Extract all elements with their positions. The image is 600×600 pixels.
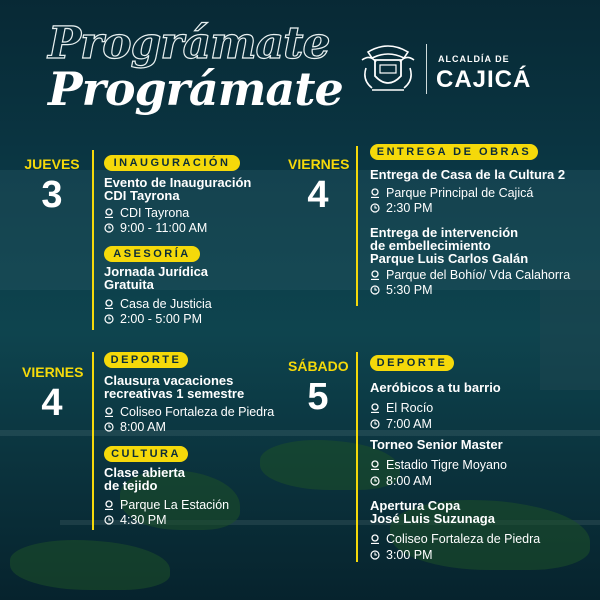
category-badge: DEPORTE xyxy=(370,355,454,371)
category-badge: ENTREGA DE OBRAS xyxy=(370,144,538,160)
day-divider xyxy=(92,352,94,530)
clock-icon xyxy=(370,476,380,486)
clock-icon xyxy=(370,550,380,560)
clock-icon xyxy=(370,203,380,213)
logo-divider xyxy=(426,44,427,94)
day-label: JUEVES xyxy=(24,156,80,172)
clock-icon xyxy=(104,223,114,233)
event-place: Parque del Bohío/ Vda Calahorra xyxy=(370,268,570,282)
location-pin-icon xyxy=(370,270,380,280)
event-time: 7:00 AM xyxy=(370,417,432,431)
logo-name: CAJICÁ xyxy=(436,66,532,93)
location-pin-icon xyxy=(104,299,114,309)
clock-icon xyxy=(370,419,380,429)
location-pin-icon xyxy=(370,460,380,470)
clock-icon xyxy=(104,314,114,324)
day-label: VIERNES xyxy=(22,364,84,380)
location-pin-icon xyxy=(370,534,380,544)
alcaldia-logo xyxy=(358,38,532,102)
day-divider xyxy=(356,146,358,306)
title-solid: Prográmate xyxy=(48,62,343,116)
location-pin-icon xyxy=(104,407,114,417)
event-place: Coliseo Fortaleza de Piedra xyxy=(104,405,274,419)
day-label: VIERNES xyxy=(288,156,350,172)
event-time: 2:00 - 5:00 PM xyxy=(104,312,202,326)
clock-icon xyxy=(104,422,114,432)
event-time: 5:30 PM xyxy=(370,283,433,297)
event-title: Clausura vacaciones recreativas 1 semestre xyxy=(104,373,245,401)
category-badge: INAUGURACIÓN xyxy=(104,155,240,171)
event-time: 3:00 PM xyxy=(370,548,433,562)
day-number: 4 xyxy=(307,174,329,216)
event-time: 8:00 AM xyxy=(370,474,432,488)
event-title: Jornada Jurídica Gratuita xyxy=(104,264,209,292)
event-title: Torneo Senior Master xyxy=(370,437,503,452)
event-time: 4:30 PM xyxy=(104,513,167,527)
event-place: El Rocío xyxy=(370,401,433,415)
location-pin-icon xyxy=(104,500,114,510)
day-divider xyxy=(356,352,358,562)
event-place: Casa de Justicia xyxy=(104,297,212,311)
event-place: Estadio Tigre Moyano xyxy=(370,458,507,472)
event-place: Parque La Estación xyxy=(104,498,229,512)
location-pin-icon xyxy=(104,208,114,218)
logo-top-text: ALCALDÍA DE xyxy=(438,54,510,64)
title-outline: Prográmate xyxy=(48,18,330,69)
event-time: 8:00 AM xyxy=(104,420,166,434)
event-title: Entrega de Casa de la Cultura 2 xyxy=(370,167,566,182)
event-title: Entrega de intervención de embellecimiento Parque Luis Carlos Galán xyxy=(370,225,529,266)
location-pin-icon xyxy=(370,403,380,413)
event-title: Aeróbicos a tu barrio xyxy=(370,380,501,395)
event-time: 9:00 - 11:00 AM xyxy=(104,221,207,235)
category-badge: DEPORTE xyxy=(104,352,188,368)
category-badge: ASESORÍA xyxy=(104,246,200,262)
day-number: 3 xyxy=(41,174,63,216)
clock-icon xyxy=(370,285,380,295)
day-divider xyxy=(92,150,94,330)
event-title: Clase abierta de tejido xyxy=(104,465,185,493)
day-number: 5 xyxy=(307,376,329,418)
day-label: SÁBADO xyxy=(288,358,349,374)
event-place: CDI Tayrona xyxy=(104,206,189,220)
location-pin-icon xyxy=(370,188,380,198)
category-badge: CULTURA xyxy=(104,446,188,462)
event-place: Coliseo Fortaleza de Piedra xyxy=(370,532,540,546)
clock-icon xyxy=(104,515,114,525)
event-place: Parque Principal de Cajicá xyxy=(370,186,533,200)
coat-of-arms-icon xyxy=(358,38,418,98)
day-number: 4 xyxy=(41,382,63,424)
event-title: Apertura Copa José Luis Suzunaga xyxy=(370,498,495,526)
event-title: Evento de Inauguración CDI Tayrona xyxy=(104,175,252,203)
event-time: 2:30 PM xyxy=(370,201,433,215)
